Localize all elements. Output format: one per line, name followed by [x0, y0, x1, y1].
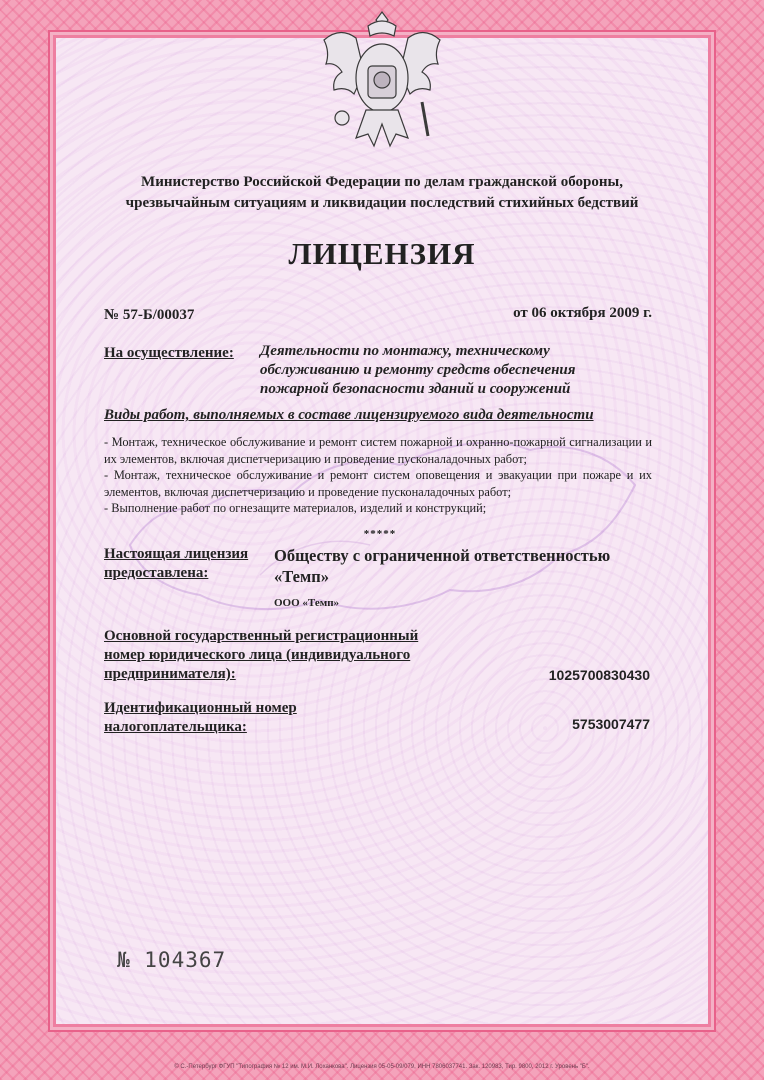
- purpose-value: [260, 342, 640, 399]
- blank-serial-number: № 104367: [117, 948, 227, 972]
- document-title: ЛИЦЕНЗИЯ: [288, 236, 476, 271]
- license-number: № 57-Б/00037: [104, 307, 195, 323]
- ogrn-label-line-2: номер юридического лица (индивидуального: [104, 647, 411, 663]
- inn-value: 5753007477: [572, 716, 650, 732]
- holder-label: [104, 545, 264, 583]
- ministry-line-2: чрезвычайным ситуациям и ликвидации последствий стихийных бедствий: [125, 195, 639, 211]
- holder-label-line-1: Настоящая лицензия: [104, 546, 249, 562]
- works-item: - Монтаж, техническое обслуживание и ремонт систем оповещения и эвакуации при пожаре и их элементов, включая диспетчеризацию и проведение пусконаладочных работ;: [104, 468, 652, 499]
- works-item: - Монтаж, техническое обслуживание и ремонт систем пожарной и охранно-пожарной сигнализации и их элементов, включая диспетчеризацию и проведение пусконаладочных работ;: [104, 435, 652, 466]
- ogrn-value: 1025700830430: [548, 667, 650, 683]
- purpose-label: На осуществление:: [104, 345, 234, 361]
- purpose-line-1: Деятельности по монтажу, техническому: [260, 343, 550, 359]
- works-list: [104, 434, 652, 517]
- holder-name-line-1: Обществу с ограниченной ответственностью: [274, 546, 611, 565]
- holder-name-line-2: «Темп»: [274, 567, 329, 586]
- ogrn-label: [104, 627, 464, 684]
- holder-short-name: ООО «Темп»: [274, 597, 340, 609]
- inn-label: [104, 699, 404, 737]
- inn-label-line-2: налогоплательщика:: [104, 719, 247, 735]
- issue-date: от 06 октября 2009 г.: [513, 305, 652, 321]
- ogrn-label-line-3: предпринимателя):: [104, 666, 236, 682]
- inn-label-line-1: Идентификационный номер: [104, 700, 297, 716]
- purpose-line-2: обслуживанию и ремонту средств обеспечения: [260, 362, 576, 378]
- printer-imprint: © С.-Петербург ФГУП "Типография № 12 им. М.И. Лоханкова". Лицензия 05-05-09/079, ИНН 7806037741. Зак. 120983, Тир. 9800, 2012 г. Уровень "Б".: [174, 1064, 590, 1070]
- coat-of-arms-emblem: [316, 6, 448, 154]
- ogrn-label-line-1: Основной государственный регистрационный: [104, 628, 419, 644]
- ministry-line-1: Министерство Российской Федерации по делам гражданской обороны,: [141, 174, 623, 190]
- section-separator: *****: [363, 528, 397, 540]
- purpose-line-3: пожарной безопасности зданий и сооружений: [260, 381, 571, 397]
- works-item: - Выполнение работ по огнезащите материалов, изделий и конструкций;: [104, 501, 487, 515]
- holder-name: [274, 545, 654, 587]
- ministry-heading: [100, 172, 664, 214]
- holder-label-line-2: предоставлена:: [104, 565, 209, 581]
- works-heading: Виды работ, выполняемых в составе лицензируемого вида деятельности: [104, 407, 594, 423]
